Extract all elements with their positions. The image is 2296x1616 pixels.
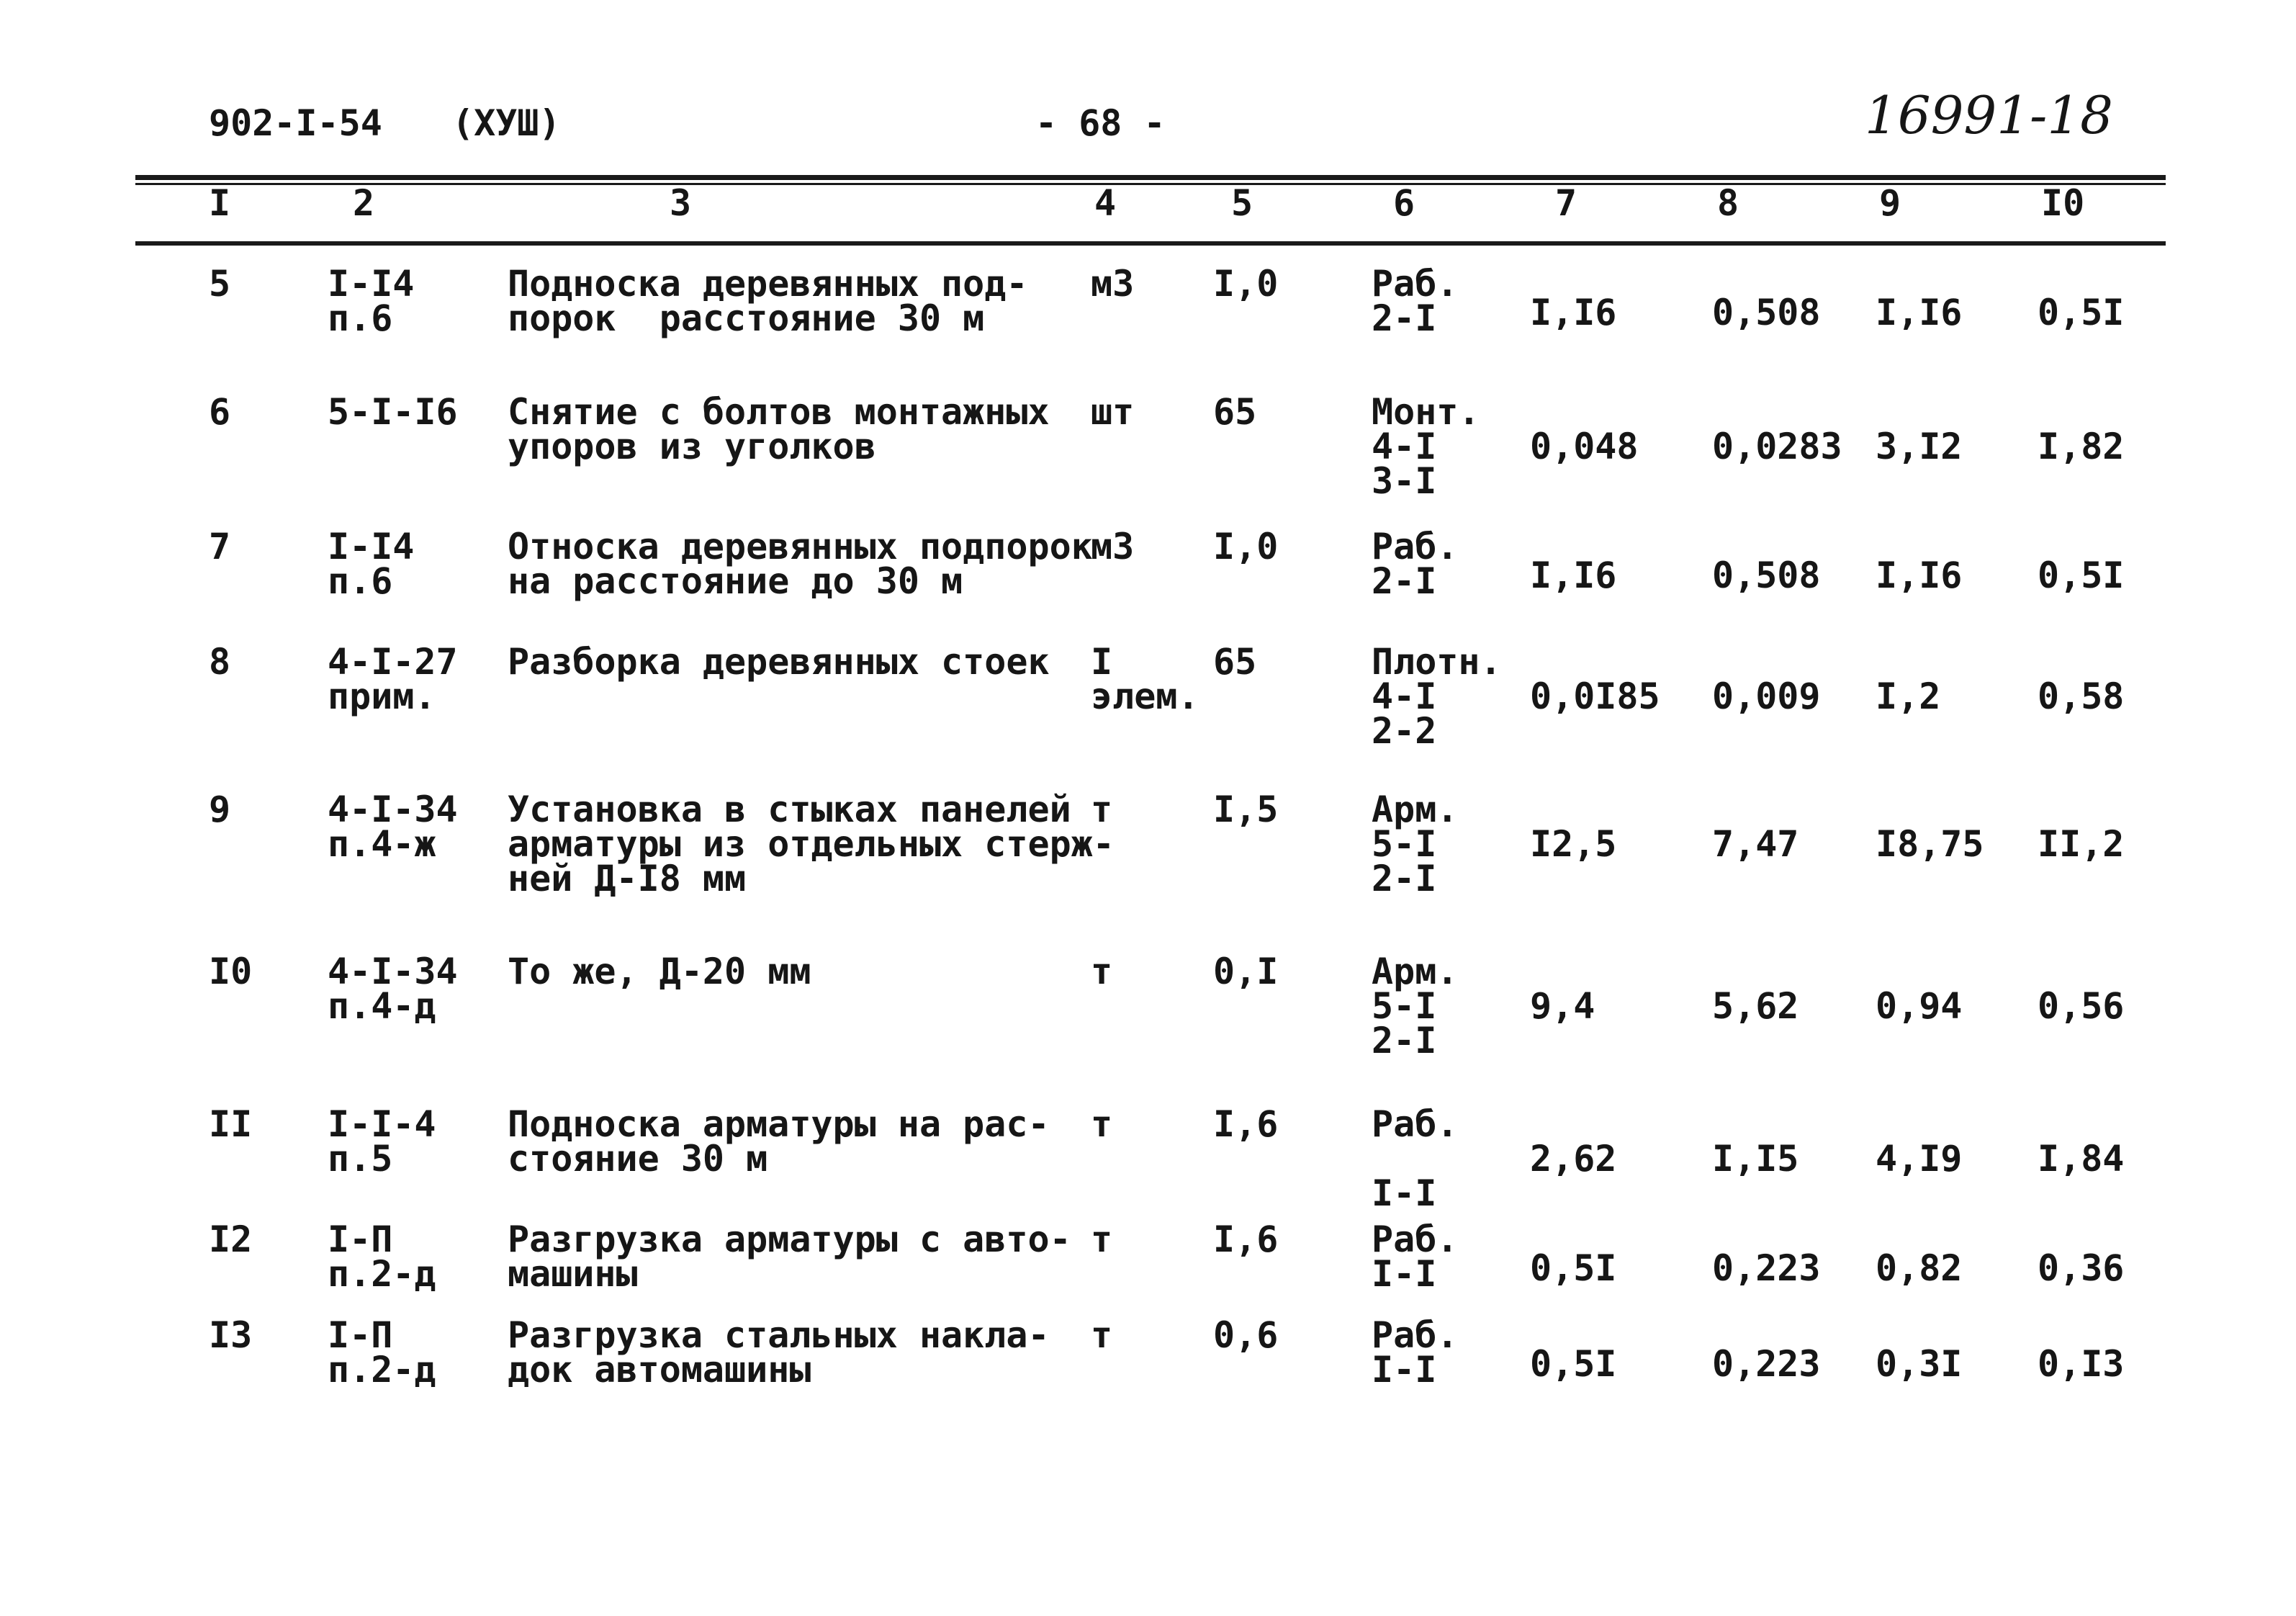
row-number: 9: [209, 789, 231, 830]
unit: м3: [1091, 263, 1135, 305]
quantity: I,5: [1213, 789, 1279, 830]
norm-rate: 0,508: [1712, 292, 1821, 333]
total-cost: I,84: [2038, 1138, 2125, 1180]
unit: т: [1091, 1314, 1113, 1356]
norm-code: 5-I-I6: [328, 391, 458, 433]
quantity: 0,6: [1213, 1314, 1279, 1356]
unit: т: [1091, 789, 1113, 830]
total-cost: 0,5I: [2038, 292, 2125, 333]
column-number-7: 7: [1555, 182, 1577, 224]
norm-time: 0,0I85: [1530, 675, 1660, 717]
page-number: - 68 -: [1035, 102, 1166, 144]
norm-rate: 0,223: [1712, 1343, 1821, 1385]
norm-rate: I,I5: [1712, 1138, 1799, 1180]
total-cost: 0,I3: [2038, 1343, 2125, 1385]
total-time: 0,3I: [1876, 1343, 1963, 1385]
document-code: 902-I-54: [209, 102, 382, 144]
unit: т: [1091, 951, 1113, 992]
quantity: 0,I: [1213, 951, 1279, 992]
crew: Раб. I-I: [1372, 1103, 1459, 1214]
total-time: 3,I2: [1876, 426, 1963, 467]
work-name: Снятие с болтов монтажных упоров из уголков: [508, 391, 1050, 467]
work-name: То же, Д-20 мм: [508, 951, 811, 992]
norm-time: 0,5I: [1530, 1247, 1617, 1289]
quantity: I,0: [1213, 526, 1279, 567]
norm-time: 2,62: [1530, 1138, 1617, 1180]
column-number-5: 5: [1231, 182, 1253, 224]
crew: Монт. 4-I 3-I: [1372, 391, 1480, 502]
crew: Арм. 5-I 2-I: [1372, 951, 1459, 1061]
row-number: II: [209, 1103, 253, 1145]
row-number: 8: [209, 641, 231, 683]
total-cost: 0,56: [2038, 985, 2125, 1027]
work-name: Разгрузка стальных накла- док автомашины: [508, 1314, 1050, 1391]
work-name: Подноска деревянных под- порок расстояние 30 м: [508, 263, 1028, 339]
total-time: I8,75: [1876, 823, 1984, 865]
crew: Раб. 2-I: [1372, 263, 1459, 339]
norm-time: 0,048: [1530, 426, 1639, 467]
column-number-9: 9: [1879, 182, 1901, 224]
row-number: I0: [209, 951, 253, 992]
total-time: I,I6: [1876, 555, 1963, 596]
norm-rate: 0,508: [1712, 555, 1821, 596]
norm-rate: 0,223: [1712, 1247, 1821, 1289]
header-bottom-rule: [135, 241, 2166, 246]
row-number: 7: [209, 526, 231, 567]
unit: т: [1091, 1218, 1113, 1260]
norm-time: 9,4: [1530, 985, 1595, 1027]
column-number-2: 2: [353, 182, 375, 224]
unit: т: [1091, 1103, 1113, 1145]
work-name: Установка в стыках панелей арматуры из отдельных стерж- ней Д-I8 мм: [508, 789, 1115, 899]
unit: шт: [1091, 391, 1135, 433]
quantity: 65: [1213, 391, 1257, 433]
row-number: I3: [209, 1314, 253, 1356]
quantity: 65: [1213, 641, 1257, 683]
crew: Раб. I-I: [1372, 1314, 1459, 1391]
norm-time: I2,5: [1530, 823, 1617, 865]
norm-time: I,I6: [1530, 292, 1617, 333]
row-number: 6: [209, 391, 231, 433]
total-time: 0,94: [1876, 985, 1963, 1027]
quantity: I,6: [1213, 1218, 1279, 1260]
unit: м3: [1091, 526, 1135, 567]
section-label: (ХУШ): [452, 102, 561, 144]
norm-time: I,I6: [1530, 555, 1617, 596]
norm-rate: 7,47: [1712, 823, 1799, 865]
norm-rate: 0,009: [1712, 675, 1821, 717]
norm-rate: 5,62: [1712, 985, 1799, 1027]
total-time: 0,82: [1876, 1247, 1963, 1289]
total-time: 4,I9: [1876, 1138, 1963, 1180]
table-top-rule: [135, 175, 2166, 180]
total-cost: II,2: [2038, 823, 2125, 865]
crew: Раб. I-I: [1372, 1218, 1459, 1295]
norm-code: 4-I-34 п.4-ж: [328, 789, 458, 865]
norm-code: I-I4 п.6: [328, 263, 415, 339]
norm-code: I-П п.2-д: [328, 1314, 436, 1391]
norm-code: I-I4 п.6: [328, 526, 415, 602]
norm-code: I-I-4 п.5: [328, 1103, 436, 1180]
row-number: I2: [209, 1218, 253, 1260]
crew: Плотн. 4-I 2-2: [1372, 641, 1502, 752]
total-cost: 0,58: [2038, 675, 2125, 717]
work-name: Разборка деревянных стоек: [508, 641, 1050, 683]
crew: Раб. 2-I: [1372, 526, 1459, 602]
norm-rate: 0,0283: [1712, 426, 1842, 467]
total-cost: I,82: [2038, 426, 2125, 467]
norm-code: 4-I-34 п.4-д: [328, 951, 458, 1027]
total-cost: 0,5I: [2038, 555, 2125, 596]
column-number-6: 6: [1393, 182, 1415, 224]
total-time: I,I6: [1876, 292, 1963, 333]
row-number: 5: [209, 263, 231, 305]
norm-time: 0,5I: [1530, 1343, 1617, 1385]
column-number-10: I0: [2041, 182, 2085, 224]
column-number-8: 8: [1717, 182, 1739, 224]
total-time: I,2: [1876, 675, 1941, 717]
total-cost: 0,36: [2038, 1247, 2125, 1289]
quantity: I,0: [1213, 263, 1279, 305]
quantity: I,6: [1213, 1103, 1279, 1145]
work-name: Разгрузка арматуры с авто- машины: [508, 1218, 1071, 1295]
column-number-4: 4: [1094, 182, 1117, 224]
work-name: Подноска арматуры на рас- стояние 30 м: [508, 1103, 1050, 1180]
unit: I элем.: [1091, 641, 1199, 717]
norm-code: 4-I-27 прим.: [328, 641, 458, 717]
handwritten-sheet-number: 16991-18: [1865, 85, 2113, 145]
column-number-3: 3: [670, 182, 692, 224]
column-number-1: I: [209, 182, 231, 224]
table-top-rule-inner: [135, 183, 2166, 185]
crew: Арм. 5-I 2-I: [1372, 789, 1459, 899]
work-name: Относка деревянных подпорок на расстояние до 30 м: [508, 526, 1093, 602]
norm-code: I-П п.2-д: [328, 1218, 436, 1295]
